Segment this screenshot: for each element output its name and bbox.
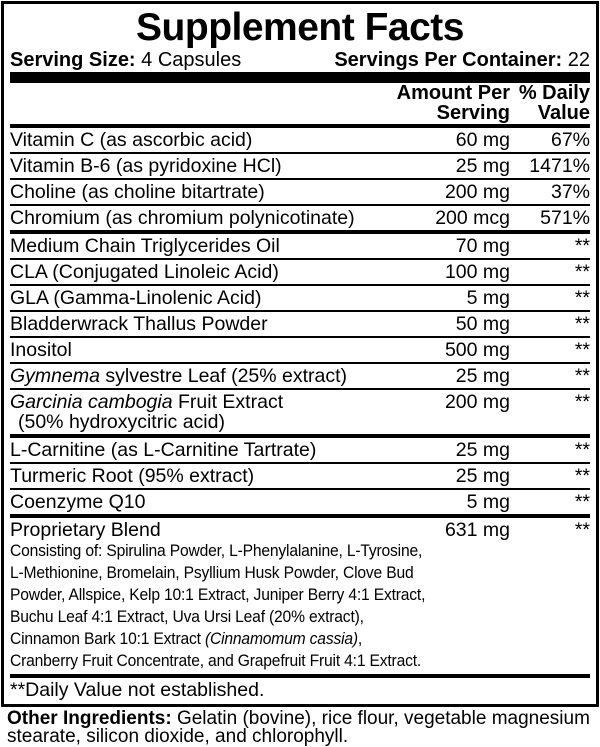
nutrient-daily-value: ** — [574, 365, 590, 387]
nutrient-row — [10, 128, 590, 152]
nutrient-row — [10, 178, 590, 204]
nutrient-name — [10, 156, 392, 176]
nutrient-daily-value: ** — [574, 287, 590, 309]
proprietary-blend-description-line — [10, 606, 544, 628]
nutrient-name — [10, 208, 392, 228]
nutrient-name-italic-segment: (Cinnamomum cassia) — [204, 629, 358, 648]
proprietary-blend-description-line — [10, 584, 544, 606]
amount-header-line2: Serving — [436, 102, 510, 124]
nutrient-name — [10, 314, 392, 334]
nutrient-row — [10, 488, 590, 514]
nutrient-daily-value: ** — [574, 491, 590, 513]
nutrient-name-subline: (50% hydroxycitric acid) — [18, 411, 225, 433]
daily-value-footnote: **Daily Value not established. — [10, 679, 265, 701]
nutrient-name-segment: Choline (as choline bitartrate) — [10, 181, 265, 203]
nutrient-name — [10, 236, 392, 256]
nutrient-amount: 60 mg — [455, 129, 510, 151]
nutrient-amount: 500 mg — [444, 339, 510, 361]
nutrient-name-segment: CLA (Conjugated Linoleic Acid) — [10, 261, 279, 283]
nutrient-name-italic-segment: Gymnema — [10, 365, 100, 387]
nutrient-amount: 50 mg — [455, 313, 510, 335]
nutrient-name-segment: Cranberry Fruit Concentrate, and Grapefruit Fruit 4:1 Extract. — [10, 651, 422, 670]
daily-value-header — [510, 83, 590, 123]
nutrient-daily-value: 67% — [550, 129, 590, 151]
nutrient-row — [10, 310, 590, 336]
dv-header-line2: Value — [537, 102, 590, 124]
nutrient-amount: 631 mg — [444, 519, 510, 541]
nutrient-daily-value: 1471% — [529, 155, 590, 177]
nutrient-amount: 100 mg — [444, 261, 510, 283]
nutrient-row — [10, 258, 590, 284]
nutrient-name-segment: Coenzyme Q10 — [10, 491, 146, 513]
nutrient-daily-value: ** — [574, 313, 590, 335]
nutrient-name — [10, 466, 392, 486]
serving-size-value: 4 Capsules — [135, 49, 242, 71]
nutrient-name-segment: Buchu Leaf 4:1 Extract, Uva Ursi Leaf (20% extract), — [10, 607, 364, 626]
nutrient-name-segment: , — [357, 629, 363, 648]
servings-per-container-value: 22 — [562, 49, 590, 71]
nutrient-name — [10, 492, 392, 512]
nutrient-name — [10, 262, 392, 282]
other-ingredients — [1, 710, 599, 745]
nutrient-name-segment: Chromium (as chromium polynicotinate) — [10, 207, 355, 229]
nutrient-row — [10, 336, 590, 362]
nutrient-row — [10, 514, 590, 674]
serving-info-row — [10, 49, 590, 71]
nutrient-daily-value: 37% — [550, 181, 590, 203]
nutrient-name-segment: Turmeric Root (95% extract) — [10, 465, 255, 487]
nutrient-name-segment: Inositol — [10, 339, 72, 361]
nutrient-name-italic-segment: Garcinia cambogia — [10, 391, 173, 413]
nutrient-amount: 200 mg — [444, 181, 510, 203]
nutrient-name — [10, 130, 392, 150]
nutrient-name — [10, 440, 392, 460]
nutrient-row — [10, 362, 590, 388]
serving-size-label: Serving Size: — [10, 49, 136, 71]
nutrient-name-segment: Medium Chain Triglycerides Oil — [10, 235, 280, 257]
proprietary-blend-description — [10, 540, 590, 672]
nutrient-name-segment: Fruit Extract — [172, 391, 284, 413]
nutrient-daily-value: ** — [574, 439, 590, 461]
nutrient-row — [10, 152, 590, 178]
nutrient-name — [10, 520, 392, 540]
nutrient-name-segment: Bladderwrack Thallus Powder — [10, 313, 268, 335]
nutrient-name — [10, 288, 392, 308]
amount-per-serving-header — [392, 83, 510, 123]
nutrient-amount: 200 mg — [444, 391, 510, 413]
nutrient-amount: 25 mg — [455, 465, 510, 487]
nutrient-amount: 5 mg — [466, 287, 510, 309]
nutrient-name-segment: GLA (Gamma-Linolenic Acid) — [10, 287, 262, 309]
nutrient-amount: 25 mg — [455, 155, 510, 177]
proprietary-blend-description-line — [10, 562, 544, 584]
nutrient-row — [10, 230, 590, 258]
amount-header-line1: Amount Per — [396, 82, 510, 104]
nutrient-daily-value: ** — [574, 235, 590, 257]
nutrient-amount: 200 mcg — [435, 207, 510, 229]
nutrient-name-segment: sylvestre Leaf (25% extract) — [99, 365, 348, 387]
nutrient-daily-value: ** — [574, 391, 590, 413]
nutrient-amount: 5 mg — [466, 491, 510, 513]
nutrient-daily-value: ** — [574, 465, 590, 487]
proprietary-blend-description-line — [10, 650, 544, 672]
nutrient-row — [10, 388, 590, 434]
nutrient-daily-value: 571% — [540, 207, 590, 229]
supplement-facts-panel — [1, 1, 599, 707]
nutrient-rows — [10, 128, 590, 674]
dv-header-line1: % Daily — [518, 82, 590, 104]
servings-per-container — [334, 49, 590, 71]
nutrient-row — [10, 462, 590, 488]
nutrient-name-segment: Consisting of: Spirulina Powder, L-Phenylalanine, L-Tyrosine, — [10, 541, 423, 560]
servings-per-container-label: Servings Per Container: — [334, 49, 563, 71]
nutrient-row — [10, 434, 590, 462]
nutrient-amount: 25 mg — [455, 365, 510, 387]
nutrient-daily-value: ** — [574, 519, 590, 541]
nutrient-name-segment: Vitamin C (as ascorbic acid) — [10, 129, 253, 151]
other-ingredients-text: Gelatin (bovine), rice flour, vegetable magnesium stearate, silicon dioxide, and chlorophyll. — [7, 708, 590, 747]
nutrient-row — [10, 284, 590, 310]
panel-title: Supplement Facts — [136, 6, 464, 49]
nutrient-daily-value: ** — [574, 339, 590, 361]
nutrient-name-segment: Powder, Allspice, Kelp 10:1 Extract, Juniper Berry 4:1 Extract, — [10, 585, 426, 604]
nutrient-name — [10, 392, 392, 412]
nutrient-name — [10, 366, 392, 386]
nutrient-daily-value: ** — [574, 261, 590, 283]
nutrient-name-segment: L-Methionine, Bromelain, Psyllium Husk Powder, Clove Bud — [10, 563, 414, 582]
nutrient-name-segment: Cinnamon Bark 10:1 Extract — [10, 629, 205, 648]
column-headers — [10, 83, 590, 124]
other-ingredients-label: Other Ingredients: — [7, 708, 172, 729]
proprietary-blend-description-line — [10, 628, 544, 650]
nutrient-name-segment: Proprietary Blend — [10, 519, 161, 541]
nutrient-name — [10, 340, 392, 360]
serving-size — [10, 49, 241, 71]
nutrient-row — [10, 204, 590, 230]
nutrient-name-segment: Vitamin B-6 (as pyridoxine HCl) — [10, 155, 282, 177]
proprietary-blend-description-line — [10, 540, 544, 562]
nutrient-amount: 25 mg — [455, 439, 510, 461]
nutrient-amount: 70 mg — [455, 235, 510, 257]
nutrient-name-segment: L-Carnitine (as L-Carnitine Tartrate) — [10, 439, 317, 461]
nutrient-name — [10, 182, 392, 202]
